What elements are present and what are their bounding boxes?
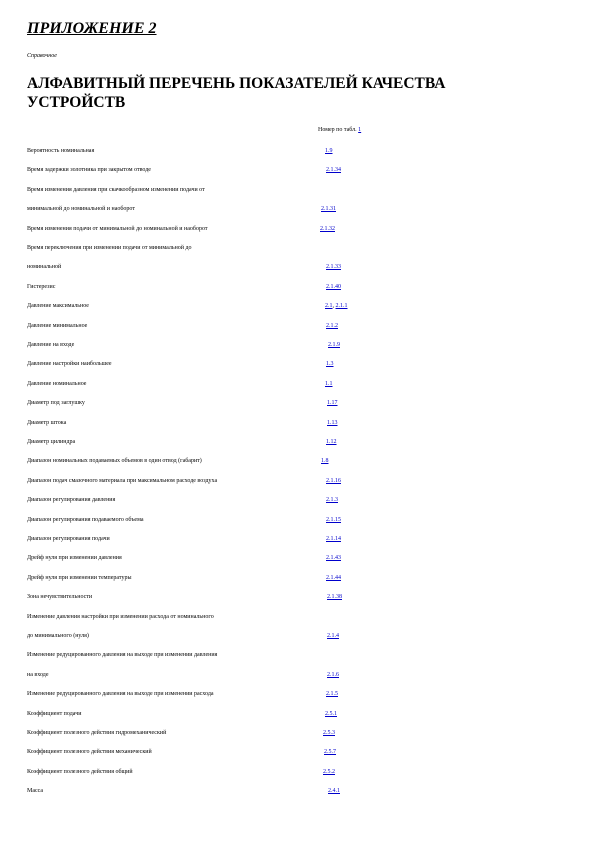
entry-name: Время переключения при изменении подачи от минимальной до: [27, 245, 192, 251]
reference-note: Справочное: [27, 53, 57, 59]
entry-ref-link[interactable]: 2.1.14: [326, 536, 341, 542]
entry-name: Диапазон номинальных подаваемых объемов в один отвод (габарит): [27, 458, 202, 464]
entry-ref: [326, 439, 337, 445]
entry-ref: [321, 458, 329, 464]
entry-ref-link[interactable]: 2.1.16: [326, 478, 341, 484]
entry-name: Время изменения подачи от минимальной до номинальной и наоборот: [27, 226, 208, 232]
entry-name: Время изменения давления при скачкообразном изменении подачи от: [27, 187, 205, 193]
entry-name: Давление номинальное: [27, 381, 87, 387]
entry-ref: [326, 555, 341, 561]
entry-ref: [325, 303, 348, 309]
entry-ref: [327, 420, 338, 426]
entry-name: Коэффициент полезного действия механический: [27, 749, 152, 755]
entry-name: Диапазон регулирования подаваемого объема: [27, 517, 144, 523]
entry-ref: [326, 517, 341, 523]
entry-ref-link[interactable]: 2.1.31: [321, 206, 336, 212]
entry-ref-link[interactable]: 1.8: [321, 458, 329, 464]
entry-ref-link[interactable]: 2.1.4: [327, 633, 339, 639]
entry-ref-link[interactable]: 1.17: [327, 400, 338, 406]
entry-ref-link[interactable]: 2.5.3: [323, 730, 335, 736]
entry-ref-link[interactable]: 2.1.40: [326, 284, 341, 290]
entry-name: Масса: [27, 788, 44, 794]
entry-ref-link[interactable]: 1.13: [327, 420, 338, 426]
entry-ref: [326, 478, 341, 484]
entry-ref: [325, 148, 333, 154]
entry-name: Дрейф нуля при изменении давления: [27, 555, 122, 561]
entry-name: Диаметр цилиндра: [27, 439, 76, 445]
entry-name: Коэффициент полезного действия гидромеханический: [27, 730, 167, 736]
entry-ref-link[interactable]: 1.1: [325, 381, 333, 387]
entry-ref-link[interactable]: 2.1.44: [326, 575, 341, 581]
entry-name: Гистерезис: [27, 284, 56, 290]
entry-ref: [325, 711, 337, 717]
entry-name: номинальной: [27, 264, 62, 270]
ref-separator: ,: [332, 303, 336, 309]
column-header: [318, 127, 361, 133]
entry-name: Вероятность номинальная: [27, 148, 95, 154]
entry-name: Давление минимальное: [27, 323, 88, 329]
entry-ref-link[interactable]: 2.1.9: [328, 342, 340, 348]
entry-ref-link[interactable]: 2.1.33: [326, 264, 341, 270]
entry-ref: [327, 594, 342, 600]
entry-ref-link[interactable]: 2.1.6: [327, 672, 339, 678]
entry-ref: [326, 264, 341, 270]
entry-ref-link[interactable]: 2.1.38: [327, 594, 342, 600]
entry-ref-link[interactable]: 2.1.3: [326, 497, 338, 503]
entry-name: Давление настройки наибольшее: [27, 361, 112, 367]
entry-name: на входе: [27, 672, 49, 678]
entry-ref: [326, 361, 334, 367]
table-link[interactable]: 1: [358, 127, 362, 133]
entry-name: Диаметр под заглушку: [27, 400, 85, 406]
entry-name: Диапазон подач смазочного материала при максимальном расходе воздуха: [27, 478, 218, 484]
entry-ref-link[interactable]: 2.1.34: [326, 167, 341, 173]
entry-name: Изменение давления настройки при изменении расхода от номинального: [27, 614, 214, 620]
entry-name: Изменение редуцированного давления на выходе при изменении расхода: [27, 691, 214, 697]
entry-name: до минимального (нуля): [27, 633, 89, 639]
entry-ref-link[interactable]: 2.5.2: [323, 769, 335, 775]
appendix-title: ПРИЛОЖЕНИЕ 2: [27, 20, 157, 37]
entry-name: Давление максимальное: [27, 303, 89, 309]
entry-ref: [326, 167, 341, 173]
entry-ref: [328, 342, 340, 348]
entry-ref: [326, 536, 341, 542]
entry-name: Дрейф нуля при изменении температуры: [27, 575, 132, 581]
entry-ref: [328, 788, 340, 794]
entry-name: Диапазон регулирования давления: [27, 497, 116, 503]
main-title: АЛФАВИТНЫЙ ПЕРЕЧЕНЬ ПОКАЗАТЕЛЕЙ КАЧЕСТВА УСТРОЙСТВ: [27, 75, 446, 111]
entry-ref: [323, 730, 335, 736]
entry-name: Диапазон регулирования подачи: [27, 536, 110, 542]
entry-ref-link[interactable]: 1.3: [326, 361, 334, 367]
entry-ref: [326, 323, 338, 329]
entry-ref-link[interactable]: 2.1.1: [335, 303, 348, 309]
entry-ref: [320, 226, 335, 232]
entry-ref: [324, 749, 336, 755]
entry-name: Коэффициент полезного действия общий: [27, 769, 133, 775]
entry-ref: [323, 769, 335, 775]
entry-ref-link[interactable]: 2.5.7: [324, 749, 336, 755]
entry-ref-link[interactable]: 2.1.32: [320, 226, 335, 232]
entry-ref: [327, 633, 339, 639]
entry-ref: [326, 284, 341, 290]
entry-name: минимальной до номинальной и наоборот: [27, 206, 135, 212]
entry-ref-link[interactable]: 2.5.1: [325, 711, 337, 717]
entry-ref: [326, 691, 338, 697]
entry-ref: [325, 381, 333, 387]
entry-ref: [327, 672, 339, 678]
entry-ref-link[interactable]: 2.1.2: [326, 323, 338, 329]
entry-name: Диаметр штока: [27, 420, 67, 426]
entry-name: Коэффициент подачи: [27, 711, 82, 717]
entry-ref: [326, 497, 338, 503]
entry-name: Зона нечувствительности: [27, 594, 93, 600]
entry-ref: [321, 206, 336, 212]
entry-name: Время задержки золотника при закрытом отводе: [27, 167, 151, 173]
entry-ref-link[interactable]: 2.1.43: [326, 555, 341, 561]
entry-name: Давление на входе: [27, 342, 75, 348]
entry-ref-link[interactable]: 2.4.1: [328, 788, 340, 794]
column-header-label: Номер по табл.: [318, 127, 357, 133]
entry-ref-link[interactable]: 2.1: [325, 303, 333, 309]
entry-ref-link[interactable]: 1.9: [325, 148, 333, 154]
entry-ref: [326, 575, 341, 581]
entry-ref-link[interactable]: 2.1.15: [326, 517, 341, 523]
entry-ref-link[interactable]: 2.1.5: [326, 691, 338, 697]
entry-ref: [327, 400, 338, 406]
entry-ref-link[interactable]: 1.12: [326, 439, 337, 445]
entry-name: Изменение редуцированного давления на выходе при изменении давления: [27, 652, 218, 658]
